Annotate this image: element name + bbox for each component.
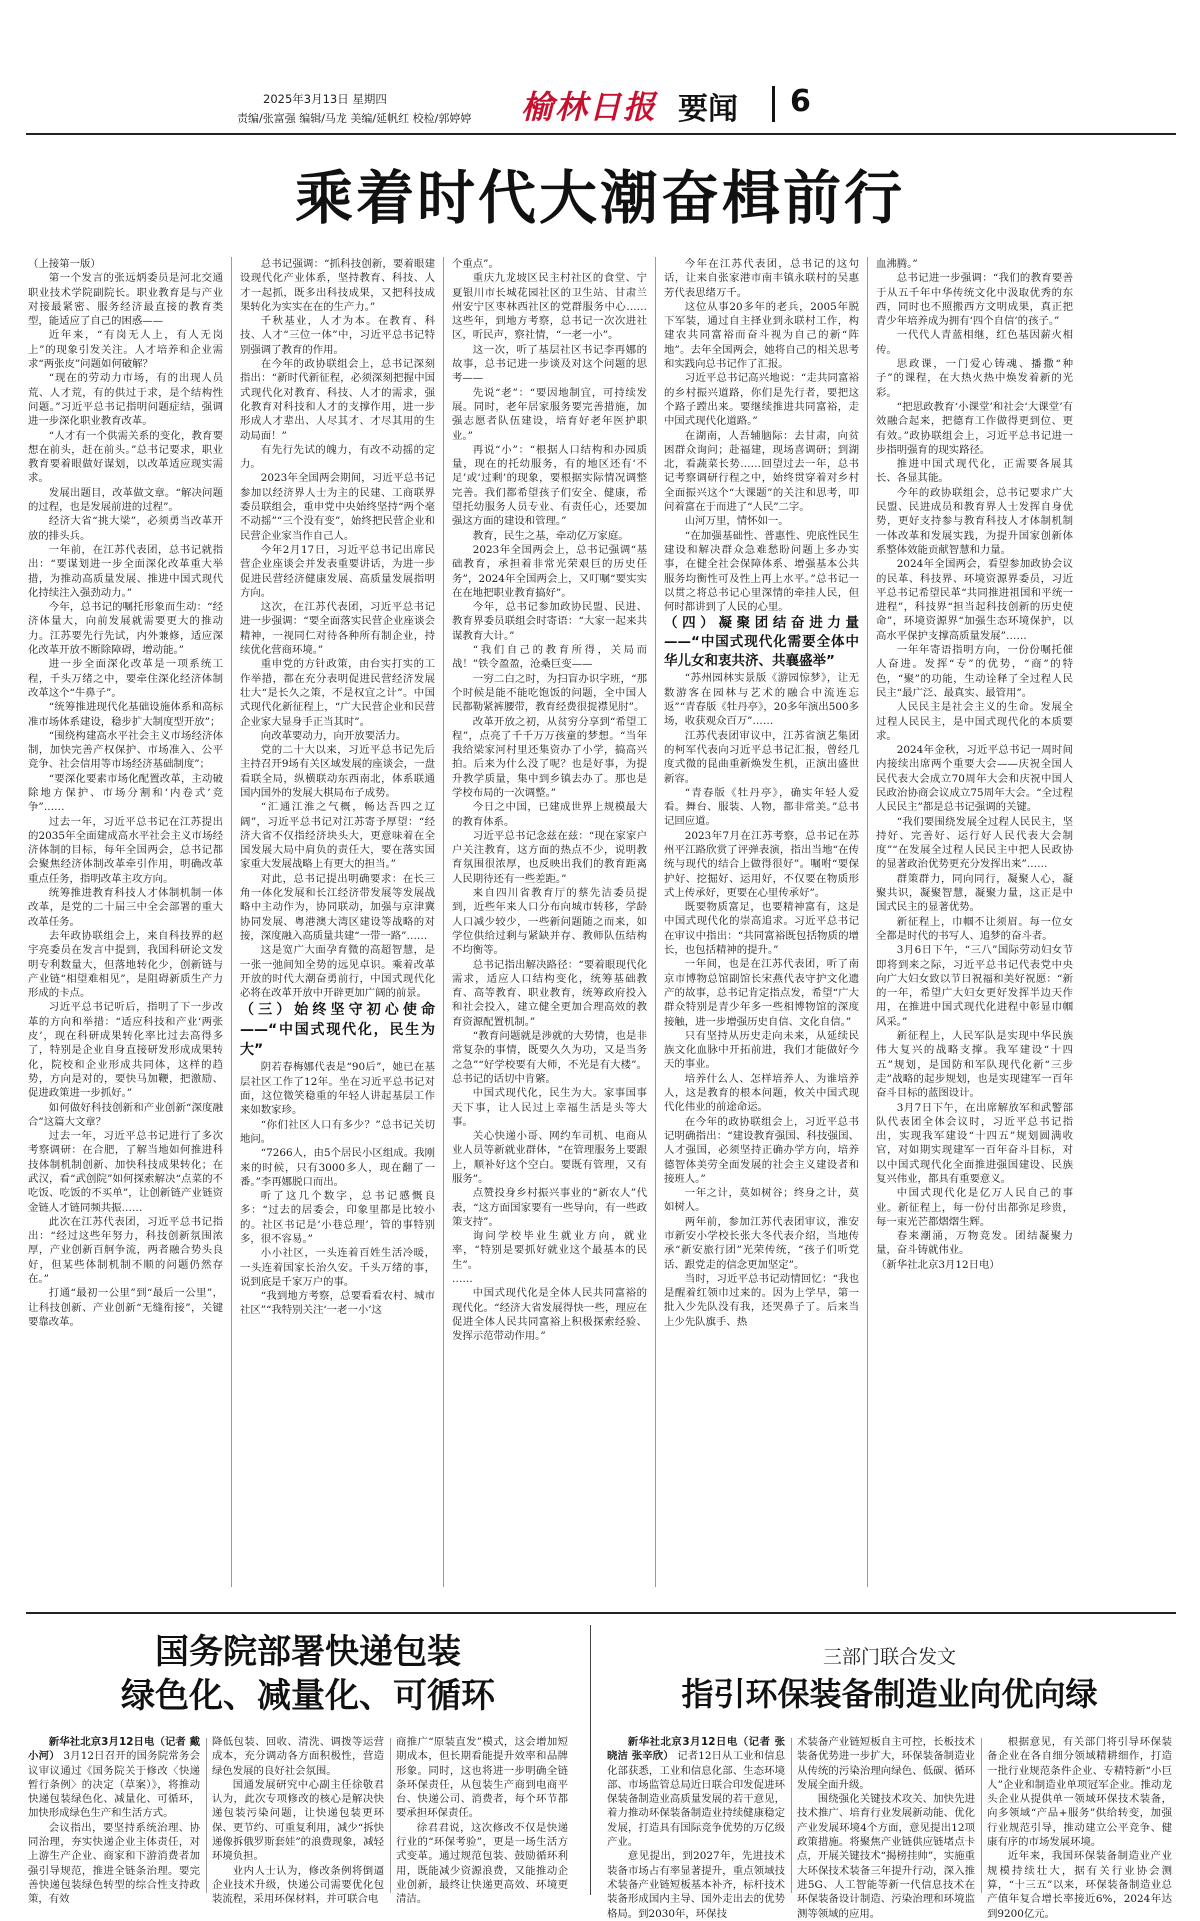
paragraph: 重庆九龙坡区民主村社区的食堂、宁夏银川市长城花园社区的卫生站、甘肃兰州安宁区枣林西社区的党群服务中心……这些年，到地方考察，总书记一次次进社区，听民声，察社情，“一老一小”。 — [452, 272, 647, 342]
paragraph: 只有坚持从历史走向未来，从延续民族文化血脉中开拓前进，我们才能做好今天的事业。 — [664, 1029, 859, 1071]
main-column-1 — [28, 257, 223, 1597]
paragraph: 推进中国式现代化，正需要各展其长、各显其能。 — [876, 458, 1073, 485]
paragraph: 打通“最初一公里”到“最后一公里”，让科技创新、产业创新“无缝衔接”，关键要靠改革。 — [28, 1287, 223, 1328]
byline: 新华社北京3月12日电（记者 戴小河） — [28, 1736, 200, 1763]
paragraph: 对此，总书记提出明确要求：在长三角一体化发展和长江经济带发展等发展战略中主动作为，协同联动，加强与京津冀协同发展、粤港澳大湾区建设等战略的对接，深度融入高质量共建“一带一路”…… — [240, 872, 435, 942]
paragraph: “统筹推进现代化基础设施体系和高标准市场体系建设，稳步扩大制度型开放”； — [28, 701, 223, 728]
paragraph: “汇通江淮之气概，畅达吾四之辽阔”，习近平总书记对江苏寄予厚望：“经济大省不仅指经济块头大，更意味着在全国发展大局中肩负的责任大，要在落实国家重大发展战略上有更大的担当。” — [240, 801, 435, 871]
paragraph: 向改革要动力，向开放要活力。 — [260, 729, 407, 742]
article3-column-3 — [987, 1735, 1172, 1920]
paragraph: “我到地方考察，总要看看农村、城市社区”“我特别关注‘一老一小’这 — [240, 1290, 435, 1317]
paragraph: 在今年的政协联组会上，习近平总书记明确指出：“建设教育强国、科技强国、人才强国，必须坚持正确办学方向，培养德智体美劳全面发展的社会主义建设者和接班人。” — [664, 1115, 859, 1185]
paragraph: 党的二十大以来，习近平总书记先后主持召开9场有关区域发展的座谈会，一盘看联全局，纵横联动东西南北，体系联通国内国外的发展大棋局布子成势。 — [240, 744, 435, 799]
article2-column-3 — [396, 1735, 568, 1906]
paragraph: 进一步全面深化改革是一项系统工程，千头万绪之中，要牵住深化经济体制改革这个“牛鼻子”。 — [28, 658, 223, 699]
header-separator — [772, 86, 775, 122]
paragraph: “把思政教育‘小课堂’和社会‘大课堂’有效融合起来，把德育工作做得更到位、更有效。”政协联组会上，习近平总书记进一步指明强育的现实路径。 — [876, 400, 1073, 456]
paragraph: 山河万里，情怀如一。 — [684, 515, 789, 528]
main-column-2 — [240, 257, 435, 1597]
paragraph: 3月7日下午，在出席解放军和武警部队代表团全体会议时，习近平总书记指出，实现我军建设“十四五”规划圆满收官，对如期实现建军一百年奋斗目标，对以中国式现代化全面推进强国建设、民族复兴伟业，都具有重要意义。 — [876, 1101, 1073, 1185]
column-divider — [390, 1738, 391, 1893]
paragraph: 这位从事20多年的老兵，2005年脱下军装，通过自主择业到永联村工作，构建农共同富裕而奋斗视为自己的新“阵地”。去年全国两会，她将自己的相关思考和实践向总书记作了汇报。 — [664, 300, 859, 371]
paragraph: 这一次，听了基层社区书记李再娜的故事，总书记进一步谈及对这个问题的思考—— — [452, 343, 647, 385]
column-divider — [443, 257, 444, 1587]
paragraph: 教育，民生之基，牵动亿万家庭。 — [472, 529, 629, 542]
paragraph: 统筹推进教育科技人才体制机制一体改革，是党的二十届三中全会部署的重大改革任务。 — [28, 887, 223, 928]
paragraph: “7266人，由5个居民小区组成。我刚来的时候，只有3000多人，现在翻了一番。”李再娜脱口而出。 — [240, 1147, 435, 1188]
paragraph: “在加强基础性、普惠性、兜底性民生建设和解决群众急难愁盼问题上多办实事，在健全社会保障体系、增强基本公共服务均衡性可及性上再上水平。”总书记一以贯之将总书记心里深情的牵挂人民，但何时都讲到了人民的心里。 — [664, 529, 859, 614]
paragraph — [28, 1735, 200, 1821]
main-column-3 — [452, 257, 647, 1597]
paragraph-text: 3月12日召开的国务院常务会议审议通过《国务院关于修改〈快递暂行条例〉的决定（草案）》，将推动快递包装绿色化、减量化、可循环，加快形成绿色生产和生活方式。 — [28, 1750, 200, 1820]
paragraph: 去年政协联组会上，来自科技界的赵宇亮委员在发言中提到，我国科研论文发明专利数量大，但落地转化少，创新链与产业链“相望难相见”，是阻碍新质生产力形成的卡点。 — [28, 929, 223, 1000]
paragraph: 过去一年，习近平总书记在江苏提出的2035年全面建成高水平社会主义市场经济体制的目标，每年全国两会，总书记都会聚焦经济体制改革牵引作用，明确改革重点任务，指明改革主攻方向。 — [28, 815, 223, 885]
paragraph: 术装备产业链短板自主可控，长板技术装备优势进一步扩大，环保装备制造业从传统的污染治理向绿色、低碳、循环发展全面升级。 — [797, 1736, 975, 1791]
paragraph: 2023年7月在江苏考察，总书记在苏州平江路欣赏了评弹表演，指出当地“在传统与现代的结合上做得很好”。嘱咐“要保护好、挖掘好、运用好，不仅要在物质形式上传承好，更要在心里传承好”。 — [664, 829, 859, 899]
paragraph: 一代代人青蓝相继，红色基因薪火相传。 — [876, 329, 1073, 356]
paragraph: 听了这几个数字，总书记感慨良多：“过去的居委会，印象里都是比较小的。社区书记是‘小巷总理’，管的事特别多，很不容易。” — [240, 1190, 435, 1245]
paragraph: 关心快递小哥、网约车司机、电商从业人员等新就业群体，“在管理服务上要跟上，顺补好这个空白。要既有管理，又有服务”。 — [452, 1130, 647, 1185]
paragraph: “苏州园林实景版《游园惊梦》，让无数游客在园林与艺术的融合中流连忘返”“青春版《牡丹亭》，20多年演出500多场，收获观众百万”…… — [664, 672, 859, 728]
paragraph: 中国式现代化，民生为大。家事国事天下事，让人民过上幸福生活是头等大事。 — [452, 1087, 647, 1128]
header-rule — [26, 133, 1176, 135]
editor-credits: 责编/张富强 编辑/马龙 美编/延帆红 校检/郭婷婷 — [237, 112, 472, 125]
paragraph: 2024年全国两会，看望参加政协会议的民革、科技界、环境资源界委员，习近平总书记希望民革“共同推进祖国和平统一进程”，科技界“担当起科技创新的历史使命”，环境资源界“加强生态环境保护，以高水平保护支撑高质量发展”…… — [876, 558, 1073, 642]
paragraph-text: 记者12日从工业和信息化部获悉，工业和信息化部、生态环境部、市场监管总局近日联合印发促进环保装备制造业高质量发展的若干意见，着力推动环保装备制造业持续健康稳定发展，打造具有国际竞争优势的万亿级产业。 — [607, 1750, 785, 1849]
paragraph: 群策群力，同向同行，凝聚人心，凝聚共识，凝聚智慧，凝聚力量，这正是中国式民主的显著优势。 — [876, 872, 1073, 914]
paragraph: 小小社区，一头连着百姓生活冷暖，一头连着国家长治久安。千头万绪的事，说到底是千家万户的事。 — [240, 1247, 435, 1288]
byline: 新华社北京3月12日电（记者 张晓洁 张辛欣） — [607, 1736, 785, 1763]
paragraph — [607, 1735, 785, 1849]
paragraph: 在今年的政协联组会上，总书记深刻指出：“新时代新征程，必须深刻把握中国式现代化对教育、科技、人才的需求，强化教育对科技和人才的支撑作用，进一步形成人才辈出、人尽其才、才尽其用的生动局面！” — [240, 358, 435, 442]
paragraph: 两年前，参加江苏代表团审议，淮安市新安小学校长张大冬代表介绍，当地传承“新安旅行团”光荣传统，“孩子们听党话、跟党走的信念更加坚定”。 — [664, 1215, 859, 1271]
paragraph: 总书记指出解决路径：“要着眼现代化需求，适应人口结构变化，统筹基础教育、高等教育、职业教育，统筹政府投入和社会投入，建立健全更加合理高效的教育资源配置机制。” — [452, 958, 647, 1028]
paragraph: 降低包装、回收、清洗、调拨等运营成本，充分调动各方面积极性，营造绿色发展的良好社会氛围。 — [212, 1736, 384, 1777]
column-divider — [981, 1738, 982, 1893]
paragraph: 今年的政协联组会，总书记要求广大民盟、民进成员和教育界人士发挥自身优势，更好支持参与教育科技人才体制机制一体改革和发展实践，为提升国家创新体系整体效能贡献智慧和力量。 — [876, 486, 1073, 556]
paragraph: 2023年全国两会期间，习近平总书记参加以经济界人士为主的民建、工商联界委员联组会，重申党中央始终坚持“两个毫不动摇”“三个没有变”，始终把民营企业和民营企业家当作自己人。 — [240, 472, 435, 542]
paragraph: （新华社北京3月12日电） — [876, 1258, 1000, 1271]
paragraph: 个重点”。 — [452, 258, 499, 270]
paragraph: 一年年寄语指明方向，一份份嘱托催人奋进。发挥“专”的优势，“商”的特色，“聚”的功能，生动诠释了全过程人民民主“最广泛、最真实、最管用”。 — [876, 644, 1073, 699]
article2-column-1 — [28, 1735, 200, 1906]
paragraph: 中国式现代化是亿万人民自己的事业。新征程上，每一份付出都弥足珍贵，每一束光芒都熠熠生辉。 — [876, 1187, 1073, 1228]
column-divider — [231, 257, 232, 1587]
paragraph: 重申党的方针政策，由台实打实的工作举措，都在充分表明促进民营经济发展壮大“是长久之策，不是权宜之计”。中国式现代化新征程上，“广大民营企业和民营企业家大显身手正当其时”。 — [240, 658, 435, 728]
paragraph: 总书记进一步强调：“我们的教育要善于从五千年中华传统文化中汲取优秀的东西，同时也不照搬西方文明成果，真正把青少年培养成为拥有‘四个自信’的孩子。” — [876, 272, 1073, 328]
masthead-logo: 榆林日报 — [521, 88, 658, 126]
paragraph: 过去一年，习近平总书记进行了多次考察调研：在合肥，了解当地如何推进科技体制机制创新、加快科技成果转化；在武汉，看“武创院”如何探索解决“点菜的不吃饭、吃饭的不买单”，让创新链产业链资金链人才链同频共振…… — [28, 1130, 223, 1214]
paragraph: 总书记强调：“抓科技创新，要着眼建设现代化产业体系，坚持教育、科技、人才一起抓，既多出科技成果，又把科技成果转化为实实在在的生产力。” — [240, 258, 435, 313]
paragraph: 近年来，我国环保装备制造业产业规模持续壮大，据有关行业协会测算，“十三五”以来，环保装备制造业总产值年复合增长率接近6%，2024年达到9200亿元。 — [987, 1850, 1172, 1920]
article3-column-2 — [797, 1735, 975, 1920]
paragraph: “你们社区人口有多少？”总书记关切地问。 — [240, 1118, 435, 1145]
article2-title-line2: 绿色化、减量化、可循环 — [121, 1676, 495, 1716]
article-divider — [590, 1625, 591, 1895]
paragraph: 习近平总书记念兹在兹：“现在家家户户关注教育，这方面的热点不少，说明教育氛围很浓厚，也反映出我们的教育距离人民期待还有一些差距。” — [452, 829, 647, 885]
paragraph: 2024年金秋，习近平总书记一周时间内接续出席两个重要大会——庆祝全国人民代表大会成立70周年大会和庆祝中国人民政治协商会议成立75周年大会。“全过程人民民主”都是总书记强调的关键。 — [876, 744, 1073, 814]
paragraph: 此次在江苏代表团，习近平总书记指出：“经过这些年努力，科技创新氛围浓厚，产业创新百舸争流，两者融合势头良好，但某些体制机制不顺的问题仍然存在。” — [28, 1215, 223, 1286]
main-column-5 — [876, 257, 1073, 1597]
paragraph: 千秋基业，人才为本。在教育、科技、人才“三位一体”中，习近平总书记特别强调了教育的作用。 — [240, 315, 435, 356]
paragraph: 一年前，在江苏代表团，总书记就指出：“要谋划进一步全面深化改革重大举措，为推动高质量发展、推进中国式现代化持续注入强劲动力。” — [28, 543, 223, 599]
paragraph: 今年在江苏代表团，总书记的这句话，让来自张家港市南丰镇永联村的吴惠芳代表思绪万千。 — [664, 258, 859, 299]
paragraph: 培养什么人、怎样培养人、为谁培养人，这是教育的根本问题，攸关中国式现代化伟业的前途命运。 — [664, 1072, 859, 1114]
paragraph: 先说“老”：“要因地制宜，可持续发展。同时，老年居家服务要完善措施，加强志愿者队伍建设，培育好老年医护职业。” — [452, 386, 647, 442]
paragraph: 一年之计，莫如树谷；终身之计，莫如树人。 — [664, 1187, 859, 1214]
paragraph: 一年间，也是在江苏代表团，听了南京市博物总馆副馆长宋燕代表守护文化遗产的故事，总书记肯定指点发，希望“广大群众特别是青少年多一些相博物馆的深度接触，进一步增强历史自信、文化自信。” — [664, 958, 859, 1028]
paragraph: 这次，在江苏代表团，习近平总书记进一步强调：“要全面落实民营企业座谈会精神，一视同仁对待各种所有制企业，持续优化营商环境。” — [240, 601, 435, 657]
paragraph: “青春版《牡丹亭》，确实年轻人爱看。舞台、服装、人物，都非常美。”总书记回应道。 — [664, 786, 859, 828]
paragraph: “教育问题就是涉就的大势情，也是非常复杂的事情，既要久久为功，又是当务之急”“好学校要有大师，不光是有大楼”。总书记的话切中肯綮。 — [452, 1030, 647, 1085]
article3-kicker: 三部门联合发文 — [822, 1646, 956, 1668]
paragraph: …… — [452, 1273, 473, 1286]
paragraph: 近年来，“有岗无人上，有人无岗上”的现象引发关注。人才培养和企业需求“两张皮”问题如何破解？ — [28, 329, 223, 371]
paragraph: 阴若春梅娜代表是“90后”，她已在基层社区工作了12年。坐在习近平总书记对面，这位微笑稳重的年轻人讲起基层工作来如数家珍。 — [240, 1061, 435, 1117]
paragraph: 再说“小”：“根据人口结构和办园质量，现在的托幼服务，有的地区还有‘不足’或‘过剩’的现象，要根据实际情况调整完善。我们都希望孩子们安全、健康，希望托幼服务人员专业、有责任心，还要加强这方面的建设和管理。” — [452, 443, 647, 528]
paragraph: 改革开放之初，从贫穷分享到“希望工程”，点亮了千千万万孩童的梦想。“当年我给梁家河村里还集资办了小学，搞高兴拍。后来为什么没了呢？也是好事，为提升教学质量，集中到乡镇去办了。那也是学校布局的一次调整。” — [452, 715, 647, 799]
paragraph: 今日之中国，已建成世界上规模最大的教育体系。 — [452, 801, 647, 828]
paragraph: “我们自己的教育所得，关局而战！”铁令盈盈，沧桑巨变—— — [452, 644, 647, 671]
paragraph: 这是宽广大面孕育微的高超智慧，是一张一弛间知全势的远见卓识。乘着改革开放的时代大潮奋勇前行，中国式现代化必将在改革开放中开辟更加广阔的前景。 — [240, 944, 435, 1000]
paragraph: 第一个发言的张远炳委员是河北交通职业技术学院副院长。职业教育是与产业对接最紧密、服务经济最直接的教育类型，能适应了自己的困惑—— — [28, 272, 223, 328]
paragraph: 今年，总书记的嘱托形象而生动：“经济体量大，向前发展就需要更大的推动力。江苏要先行先试，内外兼修，适应深化改革开放不断除障碍，增动能。” — [28, 601, 223, 657]
paragraph: 一穷二白之时，为扫盲办识字班，“那个时候是能不能吃饱饭的问题，全中国人民都勒紧裤腰带，教育经费很捉襟见肘”。 — [452, 672, 647, 714]
main-column-4 — [664, 257, 859, 1597]
paragraph: 询问学校毕业生就业方向，就业率，“特别是要抓好就业这个最基本的民生”。 — [452, 1230, 647, 1271]
paragraph: 在湖南，人吾辅脑际：去甘肃，向贫困群众询问；赴福建，现场喜调研；到湖北，看蔬菜长势……回望过去一年，总书记考察调研行程之中，始终贯穿着对乡村全面振兴这个“大课题”的关注和思考，叩问着富在于而进了“人民”二字。 — [664, 429, 859, 514]
article2-title-line1: 国务院部署快递包装 — [155, 1632, 461, 1672]
paragraph: 来自四川省教育厅的蔡先洁委员提到，近些年来人口分布向城市转移，学龄人口减少较少，一些新问题随之而来，如学位供给过剩与紧缺并存、教师队伍结构不均衡等。 — [452, 887, 647, 957]
column-divider — [655, 257, 656, 1587]
paragraph: 徐君君说，这次修改不仅是快递行业的“环保考验”，更是一场生活方式变革。通过规范包装、鼓励循环利用，既能减少资源浪费，又能推动企业创新，最终让快递更高效、环境更清洁。 — [396, 1821, 568, 1906]
paragraph: 当时，习近平总书记动情回忆：“我也是醒着红领巾过来的。因为上学早，第一批入少先队没有我，还哭鼻子了。后来当上少先队旗手、热 — [664, 1272, 859, 1328]
section-subhead: （三）始终坚守初心使命——“中国式现代化，民生为大” — [240, 1002, 435, 1059]
article2-column-2 — [212, 1735, 384, 1906]
paragraph: 有先行先试的魄力，有改不动摇的定力。 — [240, 443, 435, 471]
paragraph: 江苏代表团审议中，江苏省演艺集团的柯军代表向习近平总书记汇报，曾经几度式微的昆曲重新焕发生机，正演出盛世新容。 — [664, 729, 859, 785]
paragraph: 新征程上，人民军队是实现中华民族伟大复兴的战略支撑。我军建设“十四五”规划，是国防和军队现代化新“三步走”战略的起步规划，也是实现建军一百年奋斗目标的蓝图设计。 — [876, 1030, 1073, 1100]
paragraph: 3月6日下午，“三八”国际劳动妇女节即将到来之际，习近平总书记代表党中央向广大妇女致以节日祝福和美好祝愿：“新的一年，希望广大妇女更好发挥半边天作用，在推进中国式现代化进程中彰显巾帼风采。” — [876, 944, 1073, 1028]
paragraph: 习近平总书记高兴地说：“走共同富裕的乡村振兴道路，你们是先行者，要把这个路子蹚出来。要继续推进共同富裕，走中国式现代化道路。” — [664, 372, 859, 428]
column-divider — [867, 257, 868, 1587]
paragraph: 春来潮涌，万物竞发。团结凝聚力量，奋斗铸就伟业。 — [876, 1230, 1073, 1257]
section-subhead: （四）凝聚团结奋进力量——“中国式现代化需要全体中华儿女和衷共济、共襄盛举” — [664, 615, 859, 670]
column-divider — [206, 1738, 207, 1893]
paragraph: 思政课，一门爱心铸魂、播撒“种子”的课程，在大热火热中焕发着新的光彩。 — [876, 358, 1073, 399]
paragraph: “人才有一个供需关系的变化，教育要想在前头，赶在前头。”总书记要求，职业教育要着眼做好谋划，以改革适应现实需求。 — [28, 429, 223, 485]
paragraph: “围绕构建高水平社会主义市场经济体制，加快完善产权保护、市场准入、公平竞争、社会信用等市场经济基础制度”； — [28, 729, 223, 771]
paragraph: 业内人士认为，修改条例将倒逼企业技术升级，快递公司需要优化包装流程，采用环保材料，并可联合电 — [212, 1864, 384, 1906]
paragraph: 习近平总书记听后，指明了下一步改革的方向和举措：“适应科技和产业‘两张皮’，现在科研成果转化率比过去高得多了，特别是企业自身直接研发形成成果转化，院校和企业形成共同体，这样的趋势，方向是对的，要快马加鞭，把激励、促进政策进一步抓好。” — [28, 1001, 223, 1100]
paragraph: 意见提出，到2027年，先进技术装备市场占有率显著提升，重点领域技术装备产业链短板基本补齐，标杆技术装备形成国内主导、国外走出去的优势格局。到2030年，环保技 — [607, 1850, 785, 1920]
section-rule — [26, 1612, 1176, 1614]
paragraph: 新征程上，巾帼不让须眉。每一位女全都是时代的书写人、追梦的奋斗者。 — [876, 915, 1073, 942]
paragraph: 人民民主是社会主义的生命。发展全过程人民民主，是中国式现代化的本质要求。 — [876, 701, 1073, 742]
paragraph: 点赞投身乡村振兴事业的“新农人”代表，“这方面国家要有一些导向，有一些政策支持”。 — [452, 1187, 647, 1228]
column-divider — [791, 1738, 792, 1893]
paragraph: 经济大省“挑大梁”，必须勇当改革开放的排头兵。 — [28, 515, 223, 542]
paragraph: 既要物质富足，也要精神富有，这是中国式现代化的崇高追求。习近平总书记在审议中指出：“共同富裕既包括物质的增长，也包括精神的提升。” — [664, 901, 859, 957]
paragraph: 如何做好科技创新和产业创新“深度融合”这篇大文章？ — [28, 1101, 223, 1128]
paragraph: 血沸腾。” — [876, 258, 918, 270]
paragraph: 中国式现代化是全体人民共同富裕的现代化。“经济大省发展得快一些，理应在促进全体人民共同富裕上积极探索经验、发挥示范带动作用。” — [452, 1287, 647, 1343]
article3-title: 指引环保装备制造业向优向绿 — [681, 1675, 1098, 1713]
paragraph: “我们要围绕发展全过程人民民主，坚持好、完善好、运行好人民代表大会制度”“在发展全过程人民民主中把人民政协的显著政治优势更充分发挥出来”…… — [876, 815, 1073, 871]
paragraph: 根据意见，有关部门将引导环保装备企业在各自细分领域精耕细作，打造一批行业规范条件企业、专精特新“小巨人”企业和制造业单项冠军企业。推动龙头企业从提供单一领域环保技术装备，向多领域“产品+服务”供给转变，加强行业规范引导，推动建立公平竞争、健康有序的市场发展环境。 — [987, 1736, 1172, 1849]
section-name: 要闻 — [678, 92, 738, 127]
paragraph: （上接第一版） — [28, 258, 101, 270]
main-headline: 乘着时代大潮奋楫前行 — [294, 164, 905, 232]
paragraph: 今年，总书记参加政协民盟、民进、教育界委员联组会时寄语：“大家一起来共谋教育大计。” — [452, 601, 647, 642]
page-number: 6 — [790, 84, 811, 119]
article3-column-1 — [607, 1735, 785, 1920]
paragraph: 国通发展研究中心副主任徐敬君认为，此次专项修改的核心是解决快递包装污染问题，让快递包装更环保、更节约、可重复利用，减少“拆快递像拆俄罗斯套娃”的浪费现象，减轻环境负担。 — [212, 1778, 384, 1863]
issue-date: 2025年3月13日 星期四 — [263, 92, 387, 106]
paragraph: 今年2月17日，习近平总书记出席民营企业座谈会并发表重要讲话，为进一步促进民营经济健康发展、高质量发展指明方向。 — [240, 543, 435, 599]
paragraph: 围绕强化关键技术攻关、加快先进技术推广、培育行业发展新动能、优化产业发展环境4个方面，意见提出12项政策措施。将聚焦产业链供应链堵点卡点，开展关键技术“揭榜挂帅”，实施重大环保技术装备三年提升行动，深入推进5G、人工智能等新一代信息技术在环保装备设计制造、污染治理和环境监测等领域的应用。 — [797, 1793, 975, 1920]
paragraph: 发展出题目，改革做文章。“解决问题的过程，也是发展前进的过程”。 — [28, 486, 223, 514]
paragraph: 商推广“原装直发”模式，这会增加短期成本，但长期看能提升效率和品牌形象。同时，这也将进一步明确全链条环保责任，从包装生产商到电商平台、快递公司、消费者，每个环节都要承担环保责任。 — [396, 1736, 568, 1820]
paragraph: 2023年全国两会上，总书记强调“基础教育，承担着非常光荣艰巨的历史任务”，2024年全国两会上，又叮嘱“要实实在在地把职业教育搞好”。 — [452, 543, 647, 599]
paragraph: “现在的劳动力市场，有的出现人员荒、人才荒，有的供过于求，是个结构性问题。”习近平总书记指明问题症结，强调进一步深化职业教育改革。 — [28, 372, 223, 428]
paragraph: 会议指出，要坚持系统治理、协同治理，夯实快递企业主体责任，对上游生产企业、商家和下游消费者加强引导规范，推进全链条治理。要完善快递包装绿色转型的综合性支持政策，有效 — [28, 1821, 200, 1906]
paragraph: “要深化要素市场化配置改革，主动破除地方保护、市场分割和‘内卷式’竞争”…… — [28, 772, 223, 814]
